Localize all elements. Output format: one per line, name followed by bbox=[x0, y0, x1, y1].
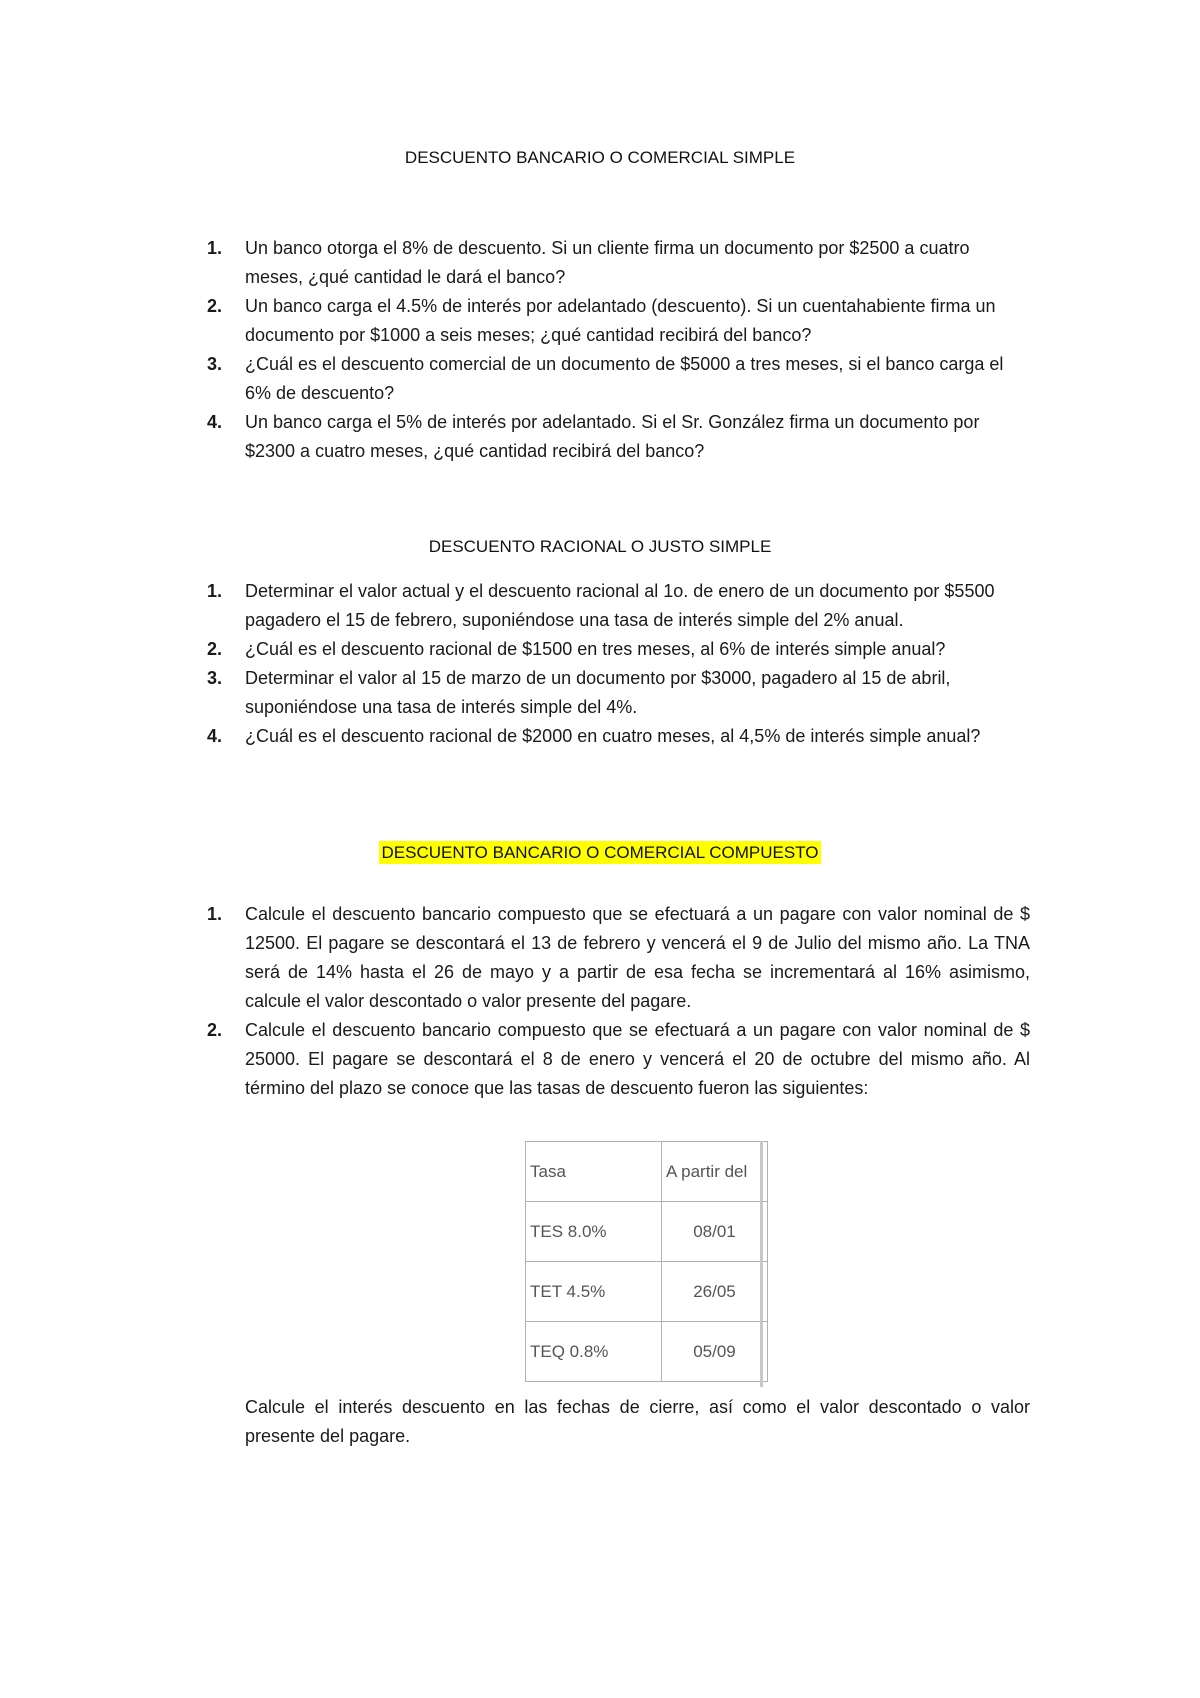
table-cell: TET 4.5% bbox=[526, 1262, 662, 1322]
table-row bbox=[526, 1202, 768, 1262]
question-text: Un banco carga el 4.5% de interés por adelantado (descuento). Si un cuentahabiente firma un documento por $1000 a seis meses; ¿qué cantidad recibirá del banco? bbox=[245, 296, 996, 345]
table-header-cell: A partir del bbox=[662, 1142, 768, 1202]
table-cell: 26/05 bbox=[662, 1262, 768, 1322]
question-text: Un banco carga el 5% de interés por adelantado. Si el Sr. González firma un documento por $2300 a cuatro meses, ¿qué cantidad recibirá del banco? bbox=[245, 412, 980, 461]
table-cell: TEQ 0.8% bbox=[526, 1322, 662, 1382]
question-text: Calcule el descuento bancario compuesto que se efectuará a un pagare con valor nominal de $ 25000. El pagare se descontará el 8 de enero y vencerá el 20 de octubre del mismo año. Al término del plazo se conoce que las tasas de descuento fueron las siguientes: bbox=[245, 1020, 1030, 1098]
question-list-racional-simple bbox=[0, 577, 1200, 751]
table-cell: 05/09 bbox=[662, 1322, 768, 1382]
list-item: 4. ¿Cuál es el descuento racional de $2000 en cuatro meses, al 4,5% de interés simple anual? bbox=[0, 722, 1200, 751]
question-text: ¿Cuál es el descuento racional de $2000 en cuatro meses, al 4,5% de interés simple anual? bbox=[245, 726, 981, 746]
list-item: 2. Calcule el descuento bancario compuesto que se efectuará a un pagare con valor nominal de $ 25000. El pagare se descontará el 8 de enero y vencerá el 20 de octubre del mismo año. Al término del plazo se conoce que las tasas de descuento fueron las siguientes: bbox=[0, 1016, 1200, 1103]
list-item: 1. Un banco otorga el 8% de descuento. Si un cliente firma un documento por $2500 a cuatro meses, ¿qué cantidad le dará el banco? bbox=[0, 234, 1200, 292]
list-item: 2. Un banco carga el 4.5% de interés por adelantado (descuento). Si un cuentahabiente firma un documento por $1000 a seis meses; ¿qué cantidad recibirá del banco? bbox=[0, 292, 1200, 350]
table-cell: 08/01 bbox=[662, 1202, 768, 1262]
table-shadow bbox=[760, 1141, 763, 1387]
table-row bbox=[526, 1322, 768, 1382]
table-cell: TES 8.0% bbox=[526, 1202, 662, 1262]
list-item: 3. ¿Cuál es el descuento comercial de un documento de $5000 a tres meses, si el banco carga el 6% de descuento? bbox=[0, 350, 1200, 408]
list-item: 3. Determinar el valor al 15 de marzo de un documento por $3000, pagadero al 15 de abril, suponiéndose una tasa de interés simple del 4%. bbox=[0, 664, 1200, 722]
question-list-bancario-simple bbox=[0, 234, 1200, 466]
question-text: Un banco otorga el 8% de descuento. Si un cliente firma un documento por $2500 a cuatro meses, ¿qué cantidad le dará el banco? bbox=[245, 238, 970, 287]
question-text: ¿Cuál es el descuento comercial de un documento de $5000 a tres meses, si el banco carga el 6% de descuento? bbox=[245, 354, 1004, 403]
question-text: ¿Cuál es el descuento racional de $1500 en tres meses, al 6% de interés simple anual? bbox=[245, 639, 946, 659]
section-title-bancario-simple: DESCUENTO BANCARIO O COMERCIAL SIMPLE bbox=[404, 148, 796, 167]
section-title-racional-simple: DESCUENTO RACIONAL O JUSTO SIMPLE bbox=[428, 537, 772, 556]
list-item: 2. ¿Cuál es el descuento racional de $1500 en tres meses, al 6% de interés simple anual? bbox=[0, 635, 1200, 664]
list-item: 1. Determinar el valor actual y el descuento racional al 1o. de enero de un documento por $5500 pagadero el 15 de febrero, suponiéndose una tasa de interés simple del 2% anual. bbox=[0, 577, 1200, 635]
list-item: 1. Calcule el descuento bancario compuesto que se efectuará a un pagare con valor nominal de $ 12500. El pagare se descontará el 13 de febrero y vencerá el 9 de Julio del mismo año. La TNA será de 14% hasta el 26 de mayo y a partir de esa fecha se incrementará al 16% asimismo, calcule el valor descontado o valor presente del pagare. bbox=[0, 900, 1200, 1016]
section-title-bancario-compuesto: DESCUENTO BANCARIO O COMERCIAL COMPUESTO bbox=[381, 843, 819, 862]
closing-paragraph: Calcule el interés descuento en las fechas de cierre, así como el valor descontado o valor presente del pagare. bbox=[245, 1397, 1030, 1446]
table-header-row bbox=[526, 1142, 768, 1202]
table-header-cell: Tasa bbox=[526, 1142, 662, 1202]
question-text: Determinar el valor al 15 de marzo de un documento por $3000, pagadero al 15 de abril, suponiéndose una tasa de interés simple del 4%. bbox=[245, 668, 951, 717]
table-row bbox=[526, 1262, 768, 1322]
question-list-bancario-compuesto bbox=[0, 900, 1200, 1103]
rates-table bbox=[525, 1141, 768, 1382]
question-text: Calcule el descuento bancario compuesto que se efectuará a un pagare con valor nominal de $ 12500. El pagare se descontará el 13 de febrero y vencerá el 9 de Julio del mismo año. La TNA será de 14% hasta el 26 de mayo y a partir de esa fecha se incrementará al 16% asimismo, calcule el valor descontado o valor presente del pagare. bbox=[245, 904, 1030, 1011]
list-item: 4. Un banco carga el 5% de interés por adelantado. Si el Sr. González firma un documento por $2300 a cuatro meses, ¿qué cantidad recibirá del banco? bbox=[0, 408, 1200, 466]
question-text: Determinar el valor actual y el descuento racional al 1o. de enero de un documento por $5500 pagadero el 15 de febrero, suponiéndose una tasa de interés simple del 2% anual. bbox=[245, 581, 995, 630]
